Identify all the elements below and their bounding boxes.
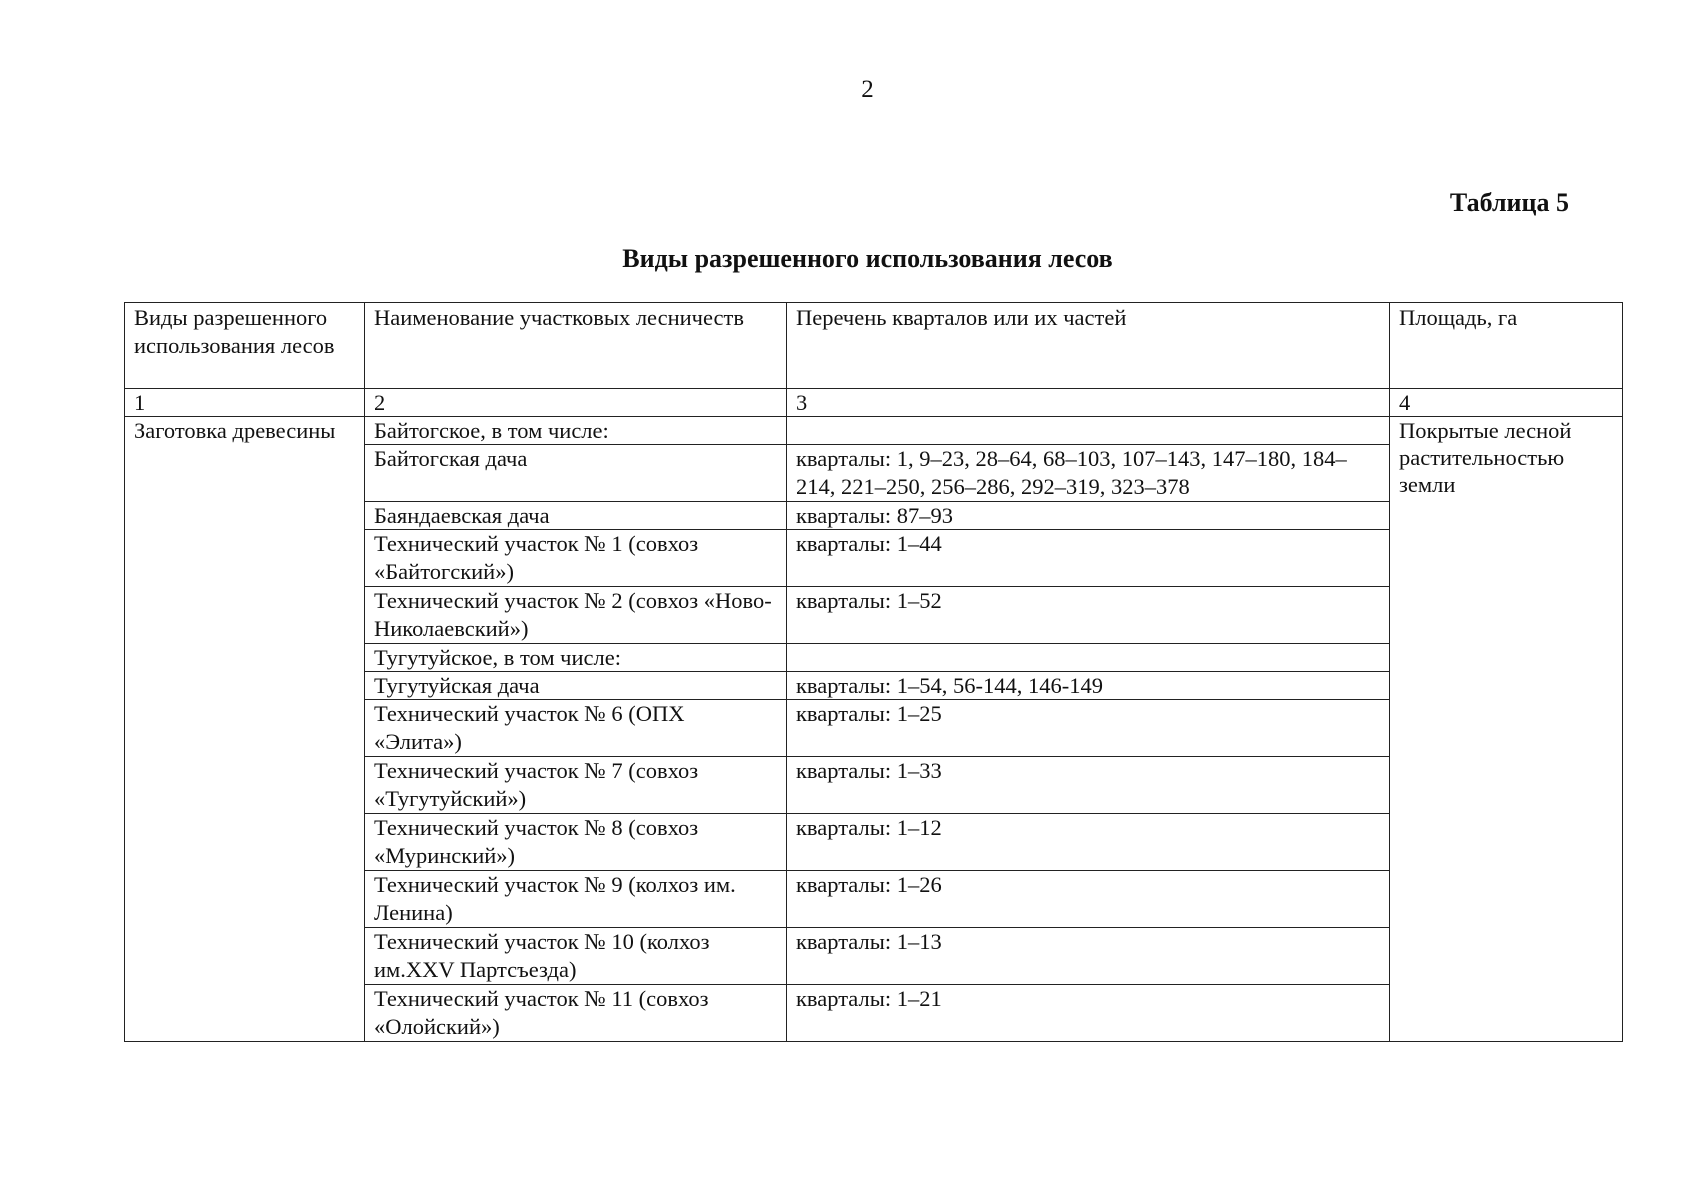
table-row — [125, 417, 1623, 445]
quarters-cell — [787, 417, 1390, 445]
forestry-name-cell: Байтогская дача — [365, 445, 787, 502]
area-cell: Покрытые лесной растительностью земли — [1390, 417, 1623, 1042]
quarters-cell: кварталы: 1–52 — [787, 587, 1390, 644]
forestry-name-cell: Байтогское, в том числе: — [365, 417, 787, 445]
forest-usage-table — [124, 302, 1623, 1042]
column-number-row — [125, 389, 1623, 417]
forestry-name-cell: Технический участок № 11 (совхоз «Олойский») — [365, 985, 787, 1042]
table-title: Виды разрешенного использования лесов — [622, 244, 1113, 273]
quarters-cell: кварталы: 1–26 — [787, 871, 1390, 928]
column-number: 3 — [787, 389, 1390, 417]
column-number: 4 — [1390, 389, 1623, 417]
column-number: 2 — [365, 389, 787, 417]
forestry-name-cell: Технический участок № 8 (совхоз «Муринский») — [365, 814, 787, 871]
page-number: 2 — [861, 76, 874, 103]
column-number: 1 — [125, 389, 365, 417]
quarters-cell: кварталы: 1–54, 56-144, 146-149 — [787, 672, 1390, 700]
forestry-name-cell: Технический участок № 6 (ОПХ «Элита») — [365, 700, 787, 757]
forestry-name-cell: Технический участок № 10 (колхоз им.XXV Партсъезда) — [365, 928, 787, 985]
quarters-cell — [787, 644, 1390, 672]
quarters-cell: кварталы: 1–25 — [787, 700, 1390, 757]
usage-type-cell: Заготовка древесины — [125, 417, 365, 1042]
table-label: Таблица 5 — [1449, 188, 1569, 217]
header-quarters-list: Перечень кварталов или их частей — [787, 303, 1390, 389]
header-usage-type: Виды разрешенного использования лесов — [125, 303, 365, 389]
quarters-cell: кварталы: 1, 9–23, 28–64, 68–103, 107–143, 147–180, 184–214, 221–250, 256–286, 292–319, 323–378 — [787, 445, 1390, 502]
header-row — [125, 303, 1623, 389]
forestry-name-cell: Технический участок № 2 (совхоз «Ново-Николаевский») — [365, 587, 787, 644]
quarters-cell: кварталы: 1–44 — [787, 530, 1390, 587]
quarters-cell: кварталы: 1–21 — [787, 985, 1390, 1042]
forestry-name-cell: Тугутуйская дача — [365, 672, 787, 700]
header-area: Площадь, га — [1390, 303, 1623, 389]
forestry-name-cell: Технический участок № 9 (колхоз им. Ленина) — [365, 871, 787, 928]
forestry-name-cell: Технический участок № 7 (совхоз «Тугутуйский») — [365, 757, 787, 814]
forestry-name-cell: Технический участок № 1 (совхоз «Байтогский») — [365, 530, 787, 587]
forestry-name-cell: Тугутуйское, в том числе: — [365, 644, 787, 672]
quarters-cell: кварталы: 1–13 — [787, 928, 1390, 985]
header-forestry-name: Наименование участковых лесничеств — [365, 303, 787, 389]
quarters-cell: кварталы: 1–33 — [787, 757, 1390, 814]
quarters-cell: кварталы: 1–12 — [787, 814, 1390, 871]
quarters-cell: кварталы: 87–93 — [787, 502, 1390, 530]
forestry-name-cell: Баяндаевская дача — [365, 502, 787, 530]
